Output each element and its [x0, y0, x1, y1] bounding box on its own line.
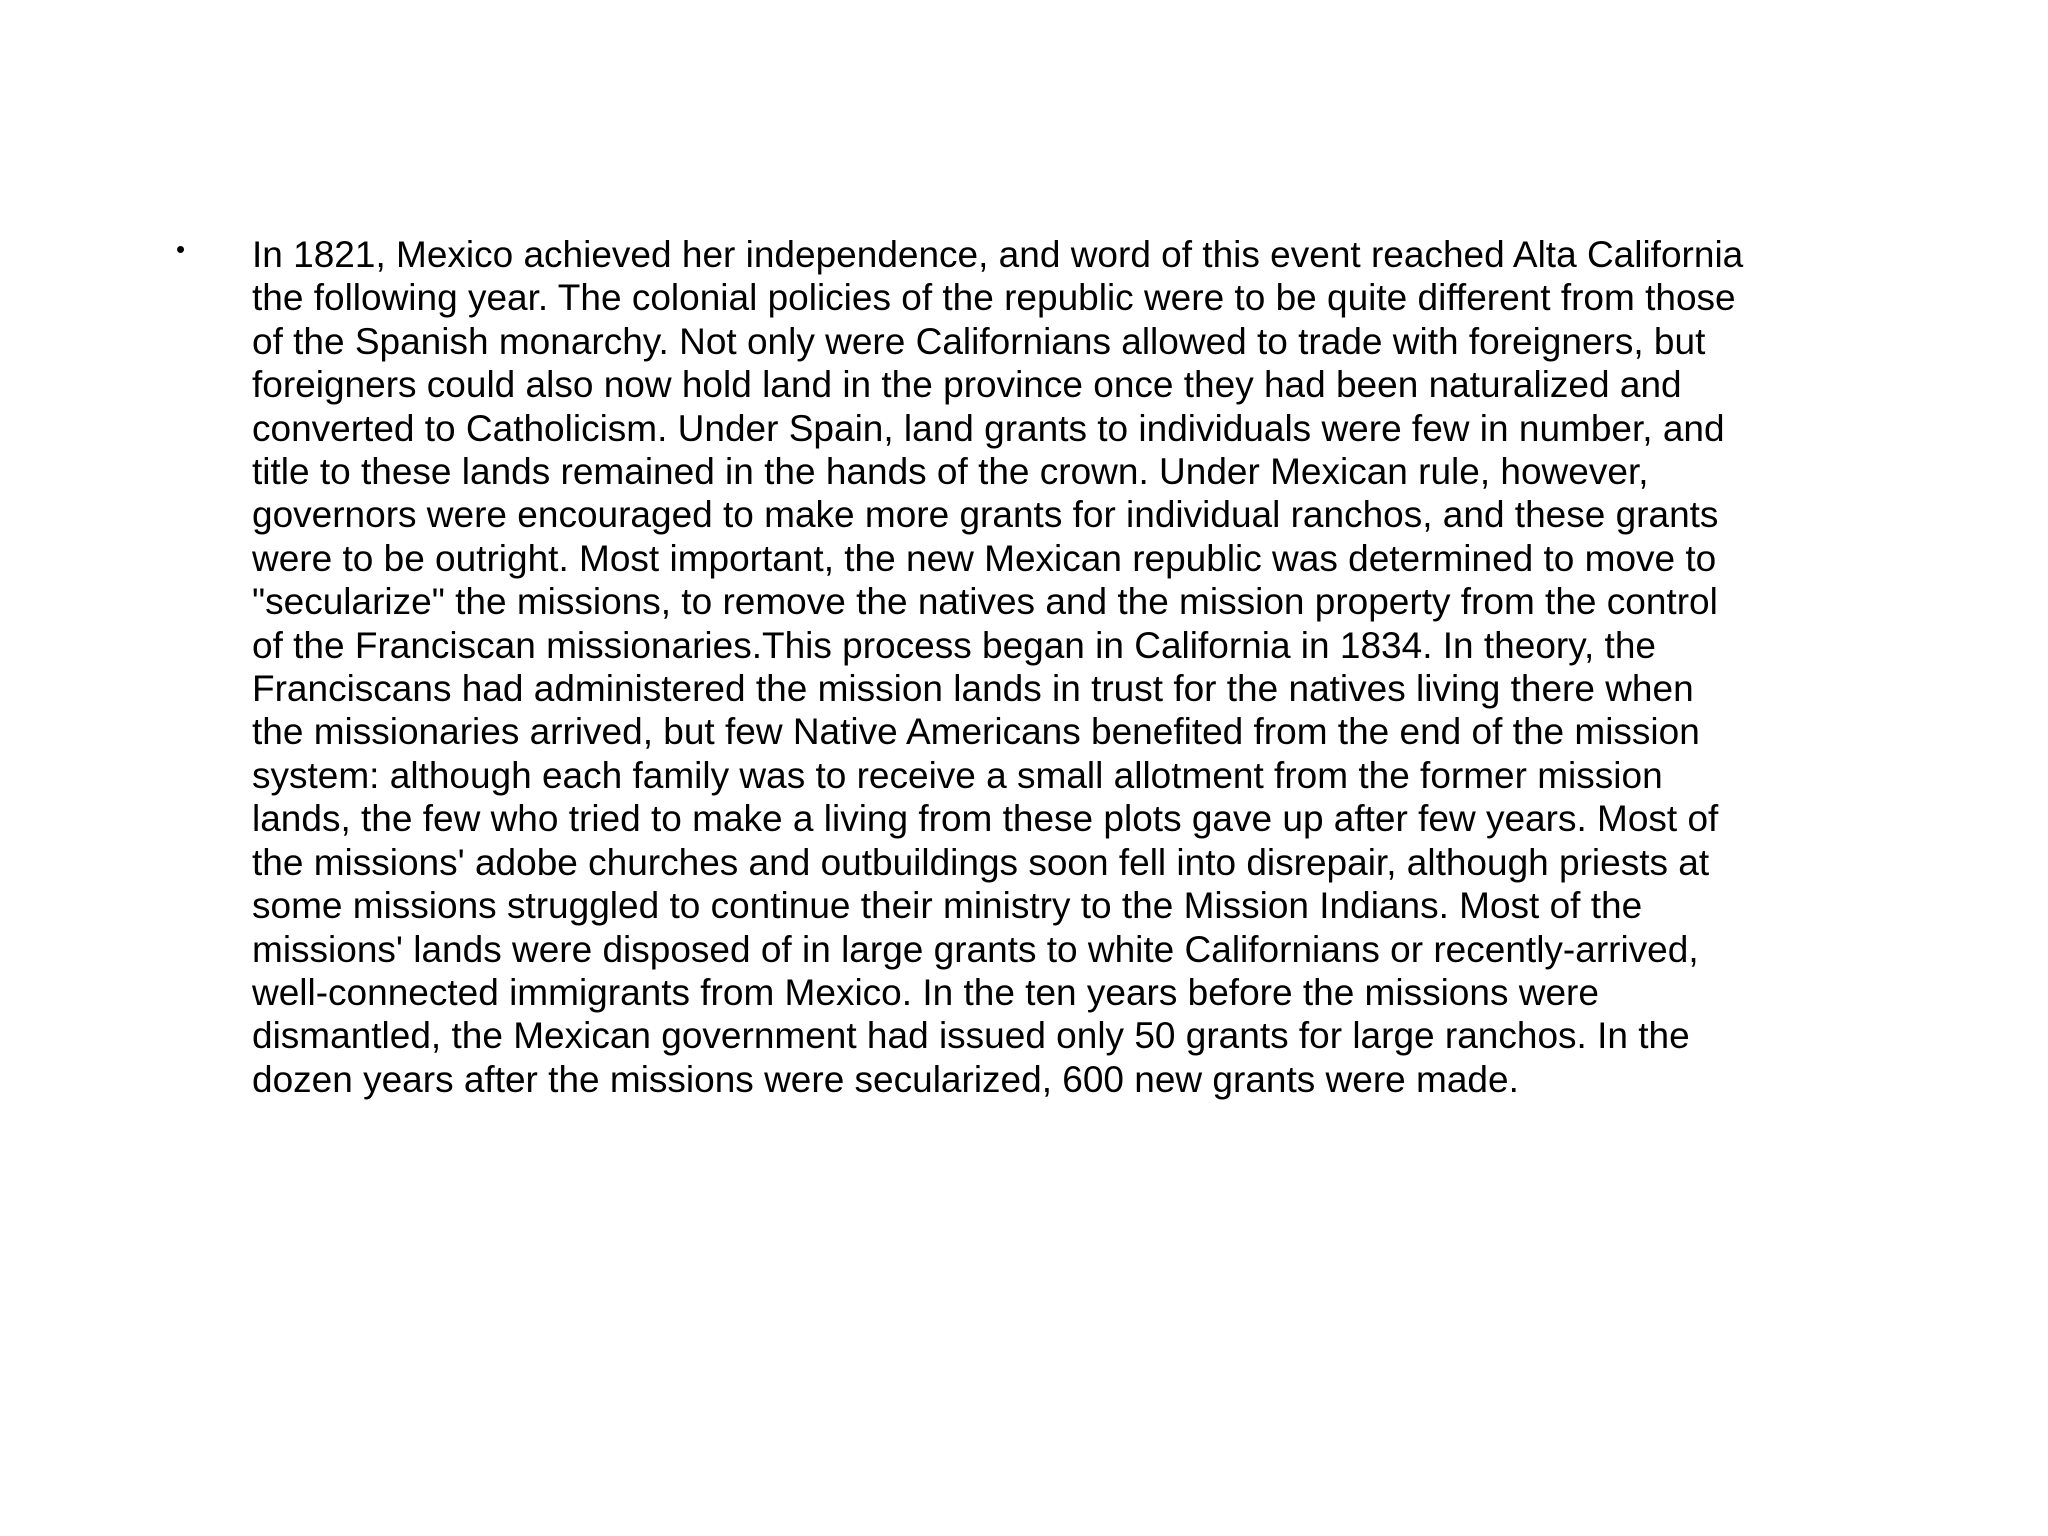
paragraph-line: "secularize" the missions, to remove the natives and the mission property from the control	[252, 581, 1718, 623]
paragraph-line: the following year. The colonial policies of the republic were to be quite different from those	[252, 277, 1736, 319]
paragraph-line: of the Franciscan missionaries.This process began in California in 1834. In theory, the	[252, 624, 1656, 666]
paragraph-line: system: although each family was to receive a small allotment from the former mission	[252, 754, 1663, 796]
paragraph-line: governors were encouraged to make more grants for individual ranchos, and these grants	[252, 494, 1719, 536]
bullet-paragraph	[252, 233, 1912, 1101]
paragraph-line: lands, the few who tried to make a living from these plots gave up after few years. Most of	[252, 798, 1719, 840]
paragraph-line: converted to Catholicism. Under Spain, land grants to individuals were few in number, and	[252, 407, 1725, 449]
paragraph-line: some missions struggled to continue their ministry to the Mission Indians. Most of the	[252, 885, 1643, 927]
paragraph-line: foreigners could also now hold land in the province once they had been naturalized and	[252, 364, 1682, 406]
paragraph-line: well-connected immigrants from Mexico. In the ten years before the missions were	[252, 971, 1599, 1013]
paragraph-line: of the Spanish monarchy. Not only were Californians allowed to trade with foreigners, but	[252, 320, 1706, 362]
paragraph-line: the missionaries arrived, but few Native Americans benefited from the end of the mission	[252, 711, 1700, 753]
paragraph-line: were to be outright. Most important, the new Mexican republic was determined to move to	[252, 537, 1717, 579]
paragraph-line: missions' lands were disposed of in large grants to white Californians or recently-arrived,	[252, 928, 1699, 970]
paragraph-line: In 1821, Mexico achieved her independence, and word of this event reached Alta California	[252, 234, 1744, 275]
paragraph-line: Franciscans had administered the mission lands in trust for the natives living there when	[252, 668, 1694, 710]
paragraph-line: the missions' adobe churches and outbuildings soon fell into disrepair, although priests at	[252, 841, 1710, 883]
paragraph-line: title to these lands remained in the hands of the crown. Under Mexican rule, however,	[252, 451, 1649, 493]
bullet-marker: •	[176, 234, 186, 264]
paragraph-line: dismantled, the Mexican government had issued only 50 grants for large ranchos. In the	[252, 1015, 1690, 1057]
paragraph-line: dozen years after the missions were secularized, 600 new grants were made.	[252, 1058, 1519, 1100]
